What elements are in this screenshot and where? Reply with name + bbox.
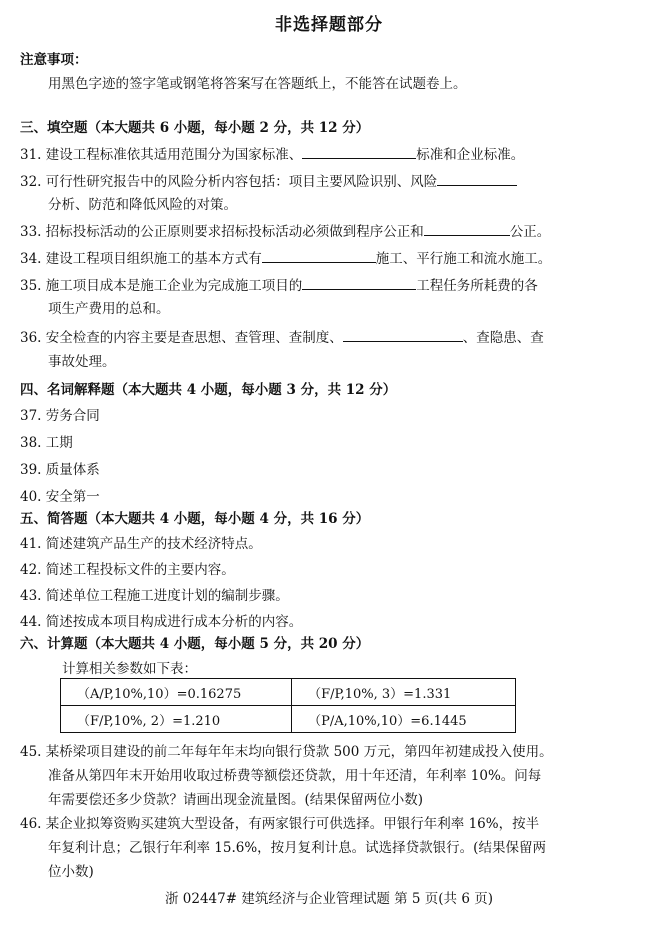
section6-heading: 六、计算题（本大题共 4 小题，每小题 5 分，共 20 分） [20,636,370,652]
notice-heading: 注意事项： [20,52,88,68]
question-text: 工程任务所耗费的各 [416,278,538,294]
question-35-cont: 项生产费用的总和。 [48,301,170,317]
question-text: 某桥梁项目建设的前二年每年年末均向银行贷款 500 万元，第四年初建成投入使用。 [45,744,553,760]
question-32 [20,170,517,190]
question-text: 工期 [45,435,73,451]
question-45-cont: 年需要偿还多少贷款？请画出现金流量图。(结果保留两位小数) [48,792,424,808]
question-number: 45. [20,744,42,760]
list-item [20,485,100,505]
question-number: 41. [20,536,42,552]
list-item [20,458,100,478]
question-31 [20,143,524,163]
answer-blank [424,223,510,236]
answer-blank [302,146,416,159]
question-number: 32. [20,174,42,190]
answer-blank [302,277,416,290]
question-text: 标准和企业标准。 [416,147,525,163]
question-text: 、查隐患、查 [462,330,544,346]
list-item [20,558,235,578]
question-text: 简述工程投标文件的主要内容。 [45,562,235,578]
question-number: 39. [20,462,42,478]
table-cell: （F/P,10%, 2）=1.210 [61,706,292,733]
notice-text: 用黑色字迹的签字笔或钢笔将答案写在答题纸上，不能答在试题卷上。 [48,76,467,92]
question-text: 简述按成本项目构成进行成本分析的内容。 [45,614,303,630]
question-number: 46. [20,816,42,832]
question-text: 公正。 [509,224,551,240]
question-number: 33. [20,224,42,240]
question-text: 建设工程标准依其适用范围分为国家标准、 [45,147,303,163]
list-item [20,532,262,552]
table-cell: （P/A,10%,10）=6.1445 [292,706,516,733]
question-text: 简述单位工程施工进度计划的编制步骤。 [45,588,289,604]
question-text: 施工、平行施工和流水施工。 [375,251,552,267]
question-number: 44. [20,614,42,630]
page-footer: 浙 02447# 建筑经济与企业管理试题 第 5 页(共 6 页) [164,891,493,907]
question-text: 安全检查的内容主要是查思想、查管理、查制度、 [45,330,343,346]
question-number: 42. [20,562,42,578]
question-number: 31. [20,147,42,163]
table-cell: （A/P,10%,10）=0.16275 [61,679,292,706]
question-46-cont: 位小数) [48,864,94,880]
question-text: 招标投标活动的公正原则要求招标投标活动必须做到程序公正和 [45,224,424,240]
question-45 [20,740,553,760]
table-row [61,706,516,733]
question-number: 38. [20,435,42,451]
list-item [20,404,100,424]
question-33 [20,220,550,240]
question-text: 施工项目成本是施工企业为完成施工项目的 [45,278,303,294]
question-number: 34. [20,251,42,267]
parameter-table [60,678,516,733]
table-row [61,679,516,706]
question-34 [20,247,551,267]
list-item [20,431,73,451]
list-item [20,584,289,604]
section3-heading: 三、填空题（本大题共 6 小题，每小题 2 分，共 12 分） [20,120,370,136]
list-item [20,610,302,630]
answer-blank [343,329,463,342]
question-number: 35. [20,278,42,294]
question-number: 40. [20,489,42,505]
question-number: 37. [20,408,42,424]
page-title: 非选择题部分 [275,15,383,35]
question-number: 43. [20,588,42,604]
table-cell: （F/P,10%, 3）=1.331 [292,679,516,706]
question-32-cont: 分析、防范和降低风险的对策。 [48,197,237,213]
question-text: 建设工程项目组织施工的基本方式有 [45,251,262,267]
question-46 [20,812,539,832]
question-text: 某企业拟筹资购买建筑大型设备，有两家银行可供选择。甲银行年利率 16%，按半 [45,816,540,832]
question-text: 劳务合同 [45,408,100,424]
question-36-cont: 事故处理。 [48,354,116,370]
question-35 [20,274,538,294]
table-intro: 计算相关参数如下表： [62,661,197,677]
question-36 [20,326,544,346]
question-text: 简述建筑产品生产的技术经济特点。 [45,536,262,552]
question-number: 36. [20,330,42,346]
answer-blank [437,173,517,186]
section5-heading: 五、简答题（本大题共 4 小题，每小题 4 分，共 16 分） [20,511,370,527]
question-46-cont: 年复利计息；乙银行年利率 15.6%，按月复利计息。试选择贷款银行。(结果保留两 [48,840,546,856]
section4-heading: 四、名词解释题（本大题共 4 小题，每小题 3 分，共 12 分） [20,382,397,398]
question-text: 可行性研究报告中的风险分析内容包括：项目主要风险识别、风险 [45,174,438,190]
question-45-cont: 准备从第四年末开始用收取过桥费等额偿还贷款，用十年还清，年利率 10%。问每 [48,768,542,784]
question-text: 质量体系 [45,462,100,478]
answer-blank [262,250,376,263]
question-text: 安全第一 [45,489,100,505]
